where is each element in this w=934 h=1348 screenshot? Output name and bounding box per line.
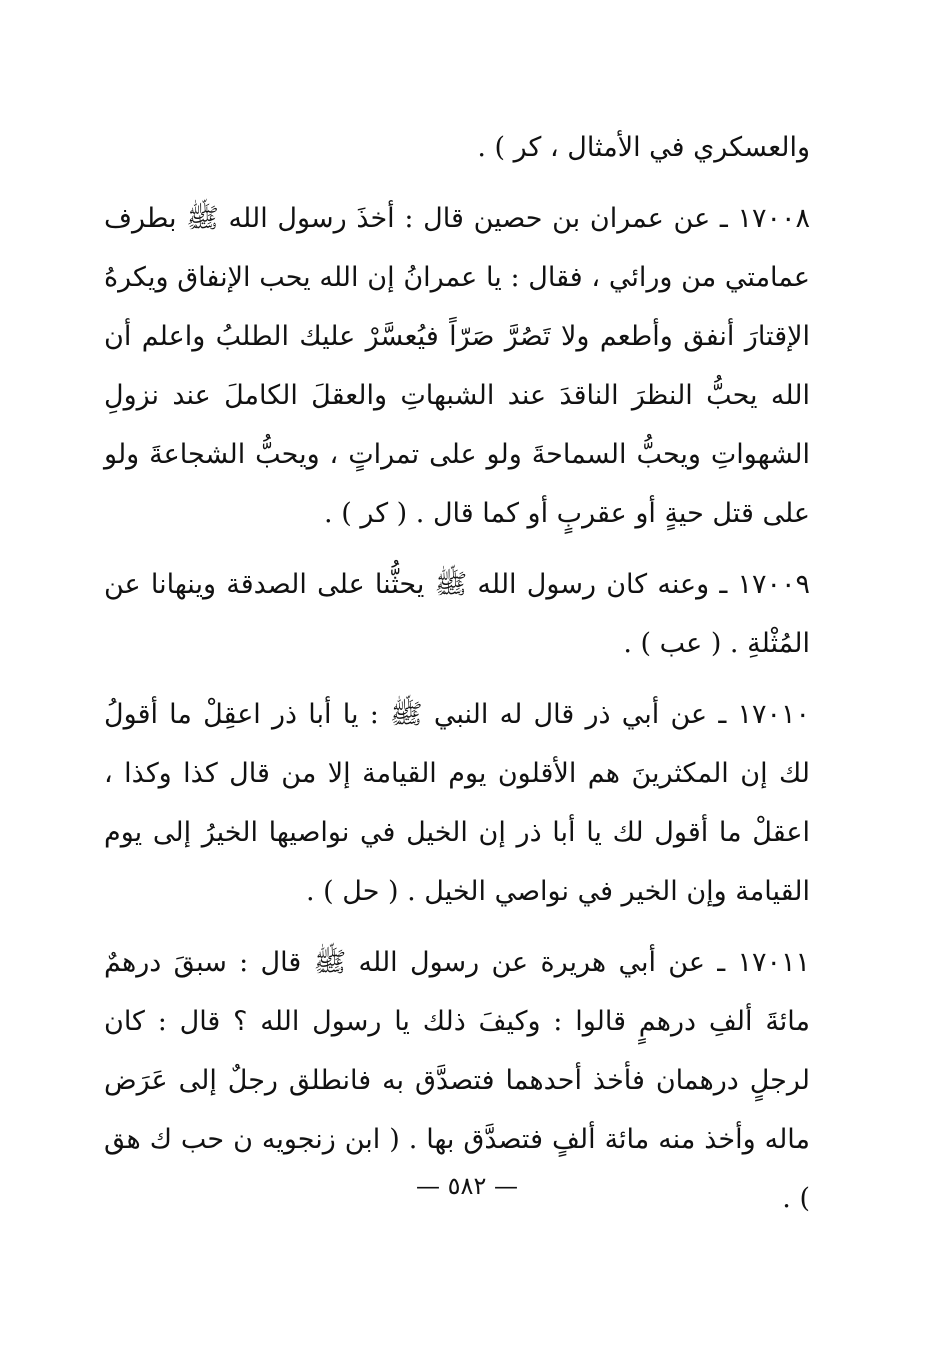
- hadith-17009: ١٧٠٠٩ ـ وعنه كان رسول الله ﷺ يحثُّنا على الصدقة وينهانا عن المُثْلةِ . ( عب ) .: [104, 569, 810, 659]
- hadith-17010: ١٧٠١٠ ـ عن أبي ذر قال له النبي ﷺ : يا أبا ذر اعقِلْ ما أقولُ لك إن المكثرينَ هم الأقلون يوم القيامة إلا من قال كذا وكذا ، اعقلْ ما أقول لك يا أبا ذر إن الخيل في نواصيها الخيرُ إلى يوم القيامة وإن الخير في نواصي الخيل . ( حل ) .: [104, 699, 810, 907]
- paragraph-continuation: والعسكري في الأمثال ، كر ) .: [477, 132, 810, 163]
- hadith-17008: ١٧٠٠٨ ـ عن عمران بن حصين قال : أخذَ رسول الله ﷺ بطرف عمامتي من ورائي ، فقال : يا عمرانُ إن الله يحب الإنفاق ويكرهُ الإقتارَ أنفق وأطعم ولا تَصُرَّ صَرّاً فيُعسَّرْ عليك الطلبُ واعلم أن الله يحبُّ النظرَ الناقدَ عند الشبهاتِ والعقلَ الكاملَ عند نزولِ الشهواتِ ويحبُّ السماحةَ ولو على تمراتٍ ، ويحبُّ الشجاعةَ ولو على قتل حيةٍ أو عقربٍ أو كما قال . ( كر ) .: [104, 203, 810, 529]
- hadith-17011: ١٧٠١١ ـ عن أبي هريرة عن رسول الله ﷺ قال : سبقَ درهمٌ مائةَ ألفِ درهمٍ قالوا : وكيفَ ذلك يا رسول الله ؟ قال : كان لرجلٍ درهمان فأخذ أحدهما فتصدَّق به فانطلق رجلٌ إلى عَرَض ماله وأخذ منه مائة ألفٍ فتصدَّق بها . ( ابن زنجويه ن حب ك هق ) .: [104, 947, 810, 1214]
- page-body: [104, 118, 810, 1240]
- page-number: — ٥٨٢ —: [416, 1172, 518, 1200]
